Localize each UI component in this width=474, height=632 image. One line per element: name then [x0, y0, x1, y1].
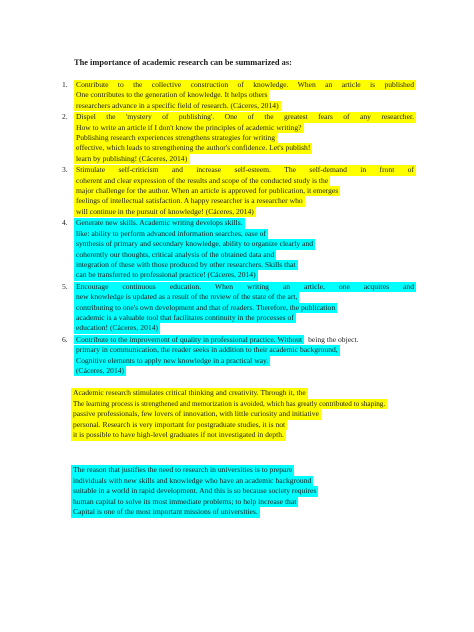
list-number: 6. [62, 334, 68, 344]
list-line: (Cáceres, 2014) [76, 365, 125, 375]
list-number: 3. [62, 165, 68, 175]
paragraph-line: personal. Research is very important for postgraduate studies, it is not [73, 419, 286, 429]
list-line: learn by publishing! (Cáceres, 2014) [76, 153, 188, 163]
list-item [62, 218, 412, 280]
list-line: Generate new skills. Academic writing develops skills. [76, 218, 243, 228]
list-line: researchers advance in a specific field of research. (Cáceres, 2014) [76, 100, 279, 110]
list-number: 1. [62, 80, 68, 89]
paragraph-line: it is possible to have high-level graduates if not investigated in depth. [73, 430, 284, 440]
list-line: Contribute to the improvement of quality in professional practice. Without [76, 334, 303, 344]
list-line: Dispel the 'mystery of publishing'. One of the greatest fears of any researcher. [76, 112, 414, 122]
list-item [62, 282, 412, 334]
list-line: One contributes to the generation of knowledge. It helps others [76, 90, 268, 100]
list-line: primary in communication, the reader seeks in addition to their academic background, [76, 345, 338, 355]
importance-list [62, 80, 412, 377]
list-item [62, 80, 412, 111]
list-line: education! (Cáceres, 2014) [76, 323, 159, 333]
list-line: Publishing research experiences strengthens strategies for writing [76, 133, 276, 143]
paragraph-universities [71, 465, 318, 518]
list-number: 2. [62, 112, 68, 122]
paragraph-line: human capital to solve its most immediate problems; to help increase that [73, 496, 297, 506]
list-line: feelings of intellectual satisfaction. A happy researcher is a researcher who [76, 196, 303, 206]
list-line: Stimulate self-criticism and increase self-esteem. The self-demand in front of [76, 165, 414, 175]
paragraph-line: The reason that justifies the need to research in universities is to prepare [73, 465, 293, 474]
list-line: synthesis of primary and secondary knowledge, ability to organize clearly and [76, 239, 314, 249]
list-line: new knowledge is updated as a result of the review of the state of the art, [76, 292, 298, 302]
list-line: academic is a valuable tool that facilitates continuity in the processes of [76, 312, 294, 322]
list-line: effective, which leads to strengthening the author's confidence. Let's publish! [76, 143, 311, 153]
list-number: 5. [62, 281, 68, 291]
list-item [62, 165, 412, 217]
page-title: The importance of academic research can be summarized as: [74, 58, 292, 67]
list-line: Contribute to the collective construction of knowledge. When an article is published [76, 80, 414, 89]
list-number: 4. [62, 218, 68, 228]
paragraph-line: individuals with new skills and knowledge who have an academic background [73, 475, 312, 485]
paragraph-critical-thinking [71, 388, 387, 441]
list-line: coherently our thoughts, critical analysis of the obtained data and [76, 249, 275, 259]
list-line-with-tail [74, 335, 358, 345]
list-line: Cognitive elements to apply new knowledge in a practical way. [76, 355, 269, 365]
paragraph-line: The learning process is strengthened and memorization is avoided, which has greatly contributed to shaping. [73, 399, 386, 408]
list-line: How to write an article if I don't know the principles of academic writing? [76, 122, 302, 132]
list-line-tail: being the object. [308, 334, 359, 344]
list-line: will continue in the pursuit of knowledge! (Cáceres, 2014) [76, 206, 254, 216]
paragraph-line: Academic research stimulates critical thinking and creativity. Through it, the [73, 388, 306, 397]
list-item [62, 112, 412, 164]
paragraph-line: suitable in a world in rapid development. And this is so because society requires [73, 486, 317, 496]
list-line: coherent and clear expression of the results and scope of the conducted study is the [76, 175, 329, 185]
list-line: Encourage continuous education. When writing an article, one acquires and [76, 281, 414, 291]
paragraph-line: passive professionals, few lovers of innovation, with little curiosity and initiative [73, 409, 319, 419]
list-line: like: ability to perform advanced information searches, ease of [76, 228, 266, 238]
list-line: contributing to one's own development and that of readers. Therefore, the publication [76, 302, 336, 312]
list-line: can be transferred to professional practice! (Cáceres, 2014) [76, 270, 256, 280]
list-line: major challenge for the author. When an article is approved for publication, it emerges [76, 186, 339, 196]
list-item [62, 335, 412, 377]
list-line: integration of these with those produced by other researchers. Skills that [76, 259, 296, 269]
paragraph-line: Capital is one of the most important missions of universities. [73, 507, 258, 517]
